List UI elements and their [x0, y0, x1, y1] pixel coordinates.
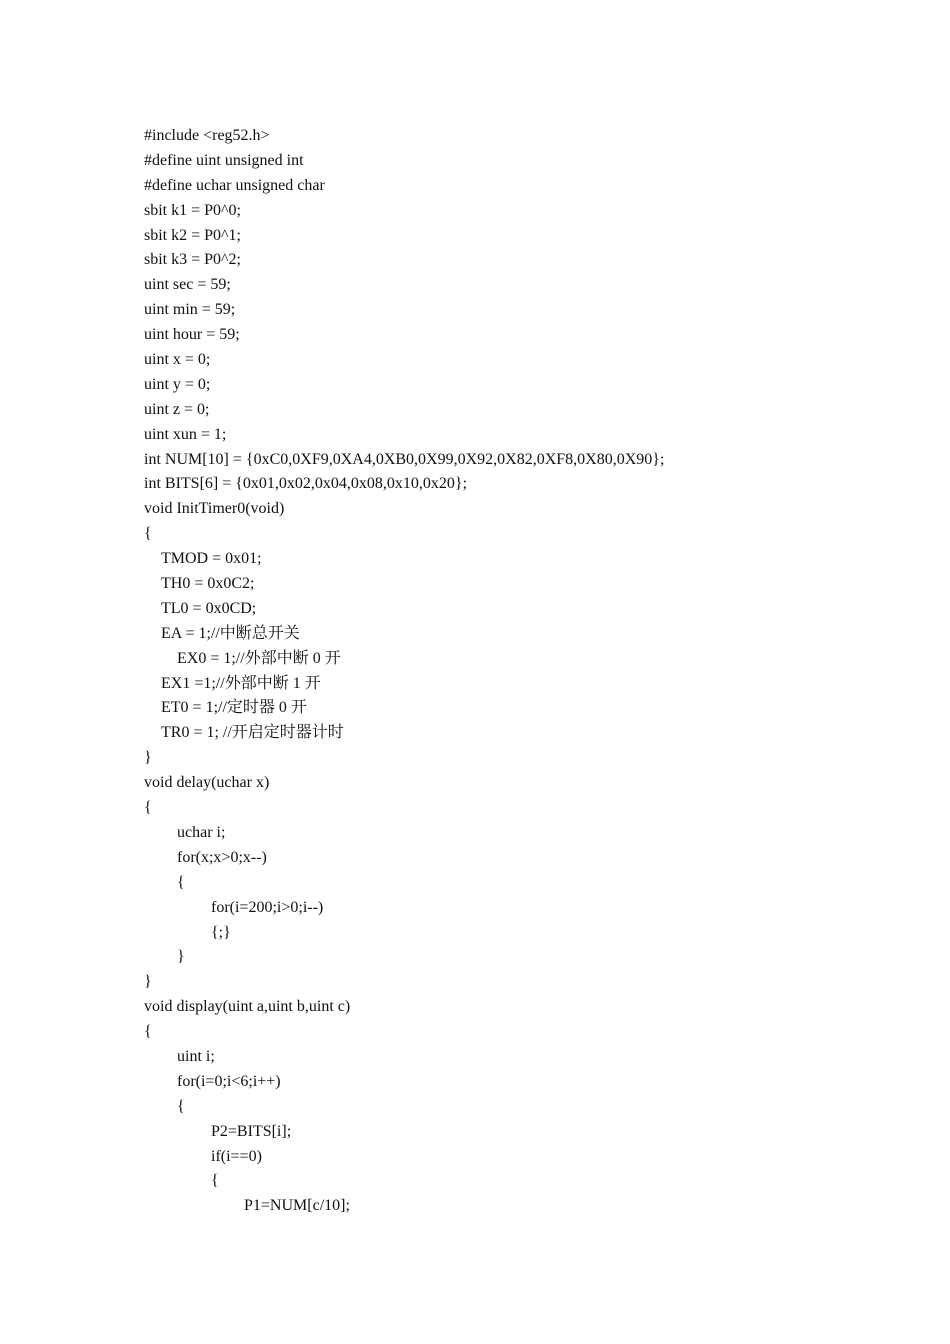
code-line: int BITS[6] = {0x01,0x02,0x04,0x08,0x10,0x20};	[144, 475, 468, 493]
code-line: EX1 =1;//外部中断 1 开	[161, 674, 321, 692]
code-line: if(i==0)	[211, 1147, 262, 1165]
code-line: uint min = 59;	[144, 301, 236, 319]
code-line: uint hour = 59;	[144, 326, 240, 344]
code-line: uchar i;	[177, 823, 226, 841]
code-line: {	[211, 1172, 219, 1190]
code-line: int NUM[10] = {0xC0,0XF9,0XA4,0XB0,0X99,0X92,0X82,0XF8,0X80,0X90};	[144, 450, 665, 468]
code-line: P1=NUM[c/10];	[244, 1197, 350, 1215]
code-line: void display(uint a,uint b,uint c)	[144, 998, 351, 1016]
code-line: uint y = 0;	[144, 375, 211, 393]
code-line: for(x;x>0;x--)	[177, 848, 267, 866]
code-line: #define uint unsigned int	[144, 151, 304, 169]
code-line: }	[144, 749, 152, 767]
code-line: {	[144, 799, 152, 817]
code-line: void delay(uchar x)	[144, 774, 270, 792]
code-listing	[144, 124, 664, 1219]
code-line: void InitTimer0(void)	[144, 500, 285, 518]
code-line: for(i=200;i>0;i--)	[211, 898, 324, 916]
code-line: sbit k3 = P0^2;	[144, 251, 241, 269]
code-line: TR0 = 1; //开启定时器计时	[161, 724, 344, 742]
code-line: {	[144, 525, 152, 543]
code-line: TL0 = 0x0CD;	[161, 599, 257, 617]
code-line: {;}	[211, 923, 231, 941]
code-line: #define uchar unsigned char	[144, 176, 325, 194]
code-line: }	[144, 973, 152, 991]
code-line: ET0 = 1;//定时器 0 开	[161, 699, 307, 717]
code-line: EA = 1;//中断总开关	[161, 624, 300, 642]
code-line: P2=BITS[i];	[211, 1122, 292, 1140]
code-line: uint xun = 1;	[144, 425, 227, 443]
code-line: {	[177, 873, 185, 891]
code-line: {	[144, 1023, 152, 1041]
code-line: for(i=0;i<6;i++)	[177, 1072, 281, 1090]
code-line: uint x = 0;	[144, 351, 211, 369]
code-line: sbit k1 = P0^0;	[144, 201, 241, 219]
code-line: #include <reg52.h>	[144, 127, 270, 144]
code-line: uint z = 0;	[144, 400, 210, 418]
code-line: uint i;	[177, 1047, 215, 1065]
code-line: uint sec = 59;	[144, 276, 231, 294]
code-line: {	[177, 1097, 185, 1115]
code-line: EX0 = 1;//外部中断 0 开	[177, 649, 341, 667]
code-line: }	[177, 948, 185, 966]
code-line: sbit k2 = P0^1;	[144, 226, 241, 244]
code-line: TH0 = 0x0C2;	[161, 575, 255, 593]
code-line: TMOD = 0x01;	[161, 550, 262, 568]
